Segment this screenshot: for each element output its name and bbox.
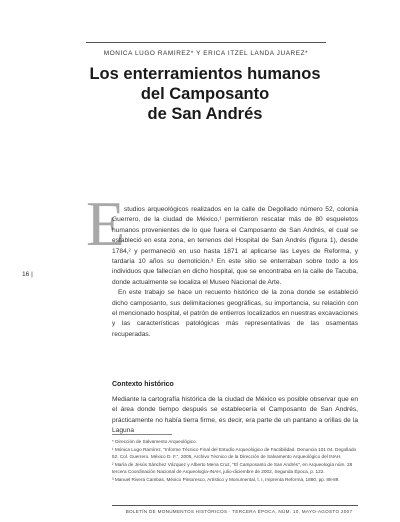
drop-cap: E <box>86 188 126 259</box>
article-title <box>70 64 340 124</box>
paragraph-scope: En este trabajo se hace un recuento histórico de la zona donde se estableció dicho camposanto, sus delimitaciones geográficas, su importancia, su relación con el mencionado hospital, el patrón de entierros localizados en nuestras excavaciones y las características patológicas más representativas de las osamentas recuperadas. <box>112 289 358 338</box>
header-rule <box>86 42 326 43</box>
title-line-2: del Camposanto <box>140 85 270 103</box>
title-line-1: Los enterramientos humanos <box>89 65 321 83</box>
page-number: 16 | <box>22 271 33 278</box>
title-line-3: de San Andrés <box>147 105 263 123</box>
section-paragraph: Mediante la cartografía histórica de la ciudad de México es posible observar que en el área donde tiempo después se establecería el Camposanto de San Andrés, prácticamente no había tierra firme, es decir, era parte de un pantano a orillas de la Laguna <box>112 396 358 435</box>
paragraph-intro: studios arqueológicos realizados en la calle de Degollado número 52, colonia Guerrero, de la ciudad de México,¹ permitieron rescatar más de 80 esqueletos humanos provenientes de lo que fuera el Camposanto de San Andrés, el cual se estableció en esta zona, en terrenos del Hospital de San Andrés (figura 1), desde 1784,² y permaneció en uso hasta 1871 al aplicarse las Leyes de Reforma, y tardaría 10 años su demolición.³ En este sitio se enterraban sobre todo a los individuos que fallecían en dicho hospital, que se encontraba en la calle de Tacuba, donde actualmente se localiza el Museo Nacional de Arte. <box>112 206 358 286</box>
authors-line: MÓNICA LUGO RAMÍREZ* Y ERICA ITZEL LANDA JUÁREZ* <box>103 50 309 57</box>
journal-footer: BOLETÍN DE MONUMENTOS HISTÓRICOS · TERCERA ÉPOCA, NÚM. 10, MAYO-AGOSTO 2007 <box>125 509 353 514</box>
footnote-affiliation: * Dirección de Salvamento Arqueológico. <box>112 439 197 444</box>
footnote-1: ¹ Mónica Lugo Ramírez, "Informe Técnico Final del Estudio Arqueológico de Factibilidad. Denuncia 101 04. Degollado 52. Col. Guerrero. México D. F.", 2005, Archivo Técnico de la Dirección de Salvamento Arqueológico del INAH. <box>112 446 357 460</box>
footnote-2: ² María de Jesús Sánchez Vázquez y Alberto Mena Cruz, "El Camposanto de San Andrés", en Arqueología núm. 28 tercera Coordinación Nacional de Arqueología-INAH, julio-diciembre de 2002, Segunda Época, p. 122. <box>112 461 353 475</box>
section-heading: Contexto histórico <box>112 381 174 388</box>
footnotes <box>112 438 358 484</box>
footnote-3: ³ Manuel Rivera Cambas, México Pintoresco, Artístico y Monumental, t. I, Imprenta Reforma, 1880, pp. 88-89. <box>112 476 340 482</box>
footer-rule <box>112 505 358 506</box>
article-body <box>112 205 358 340</box>
footnote-rule <box>112 434 172 435</box>
